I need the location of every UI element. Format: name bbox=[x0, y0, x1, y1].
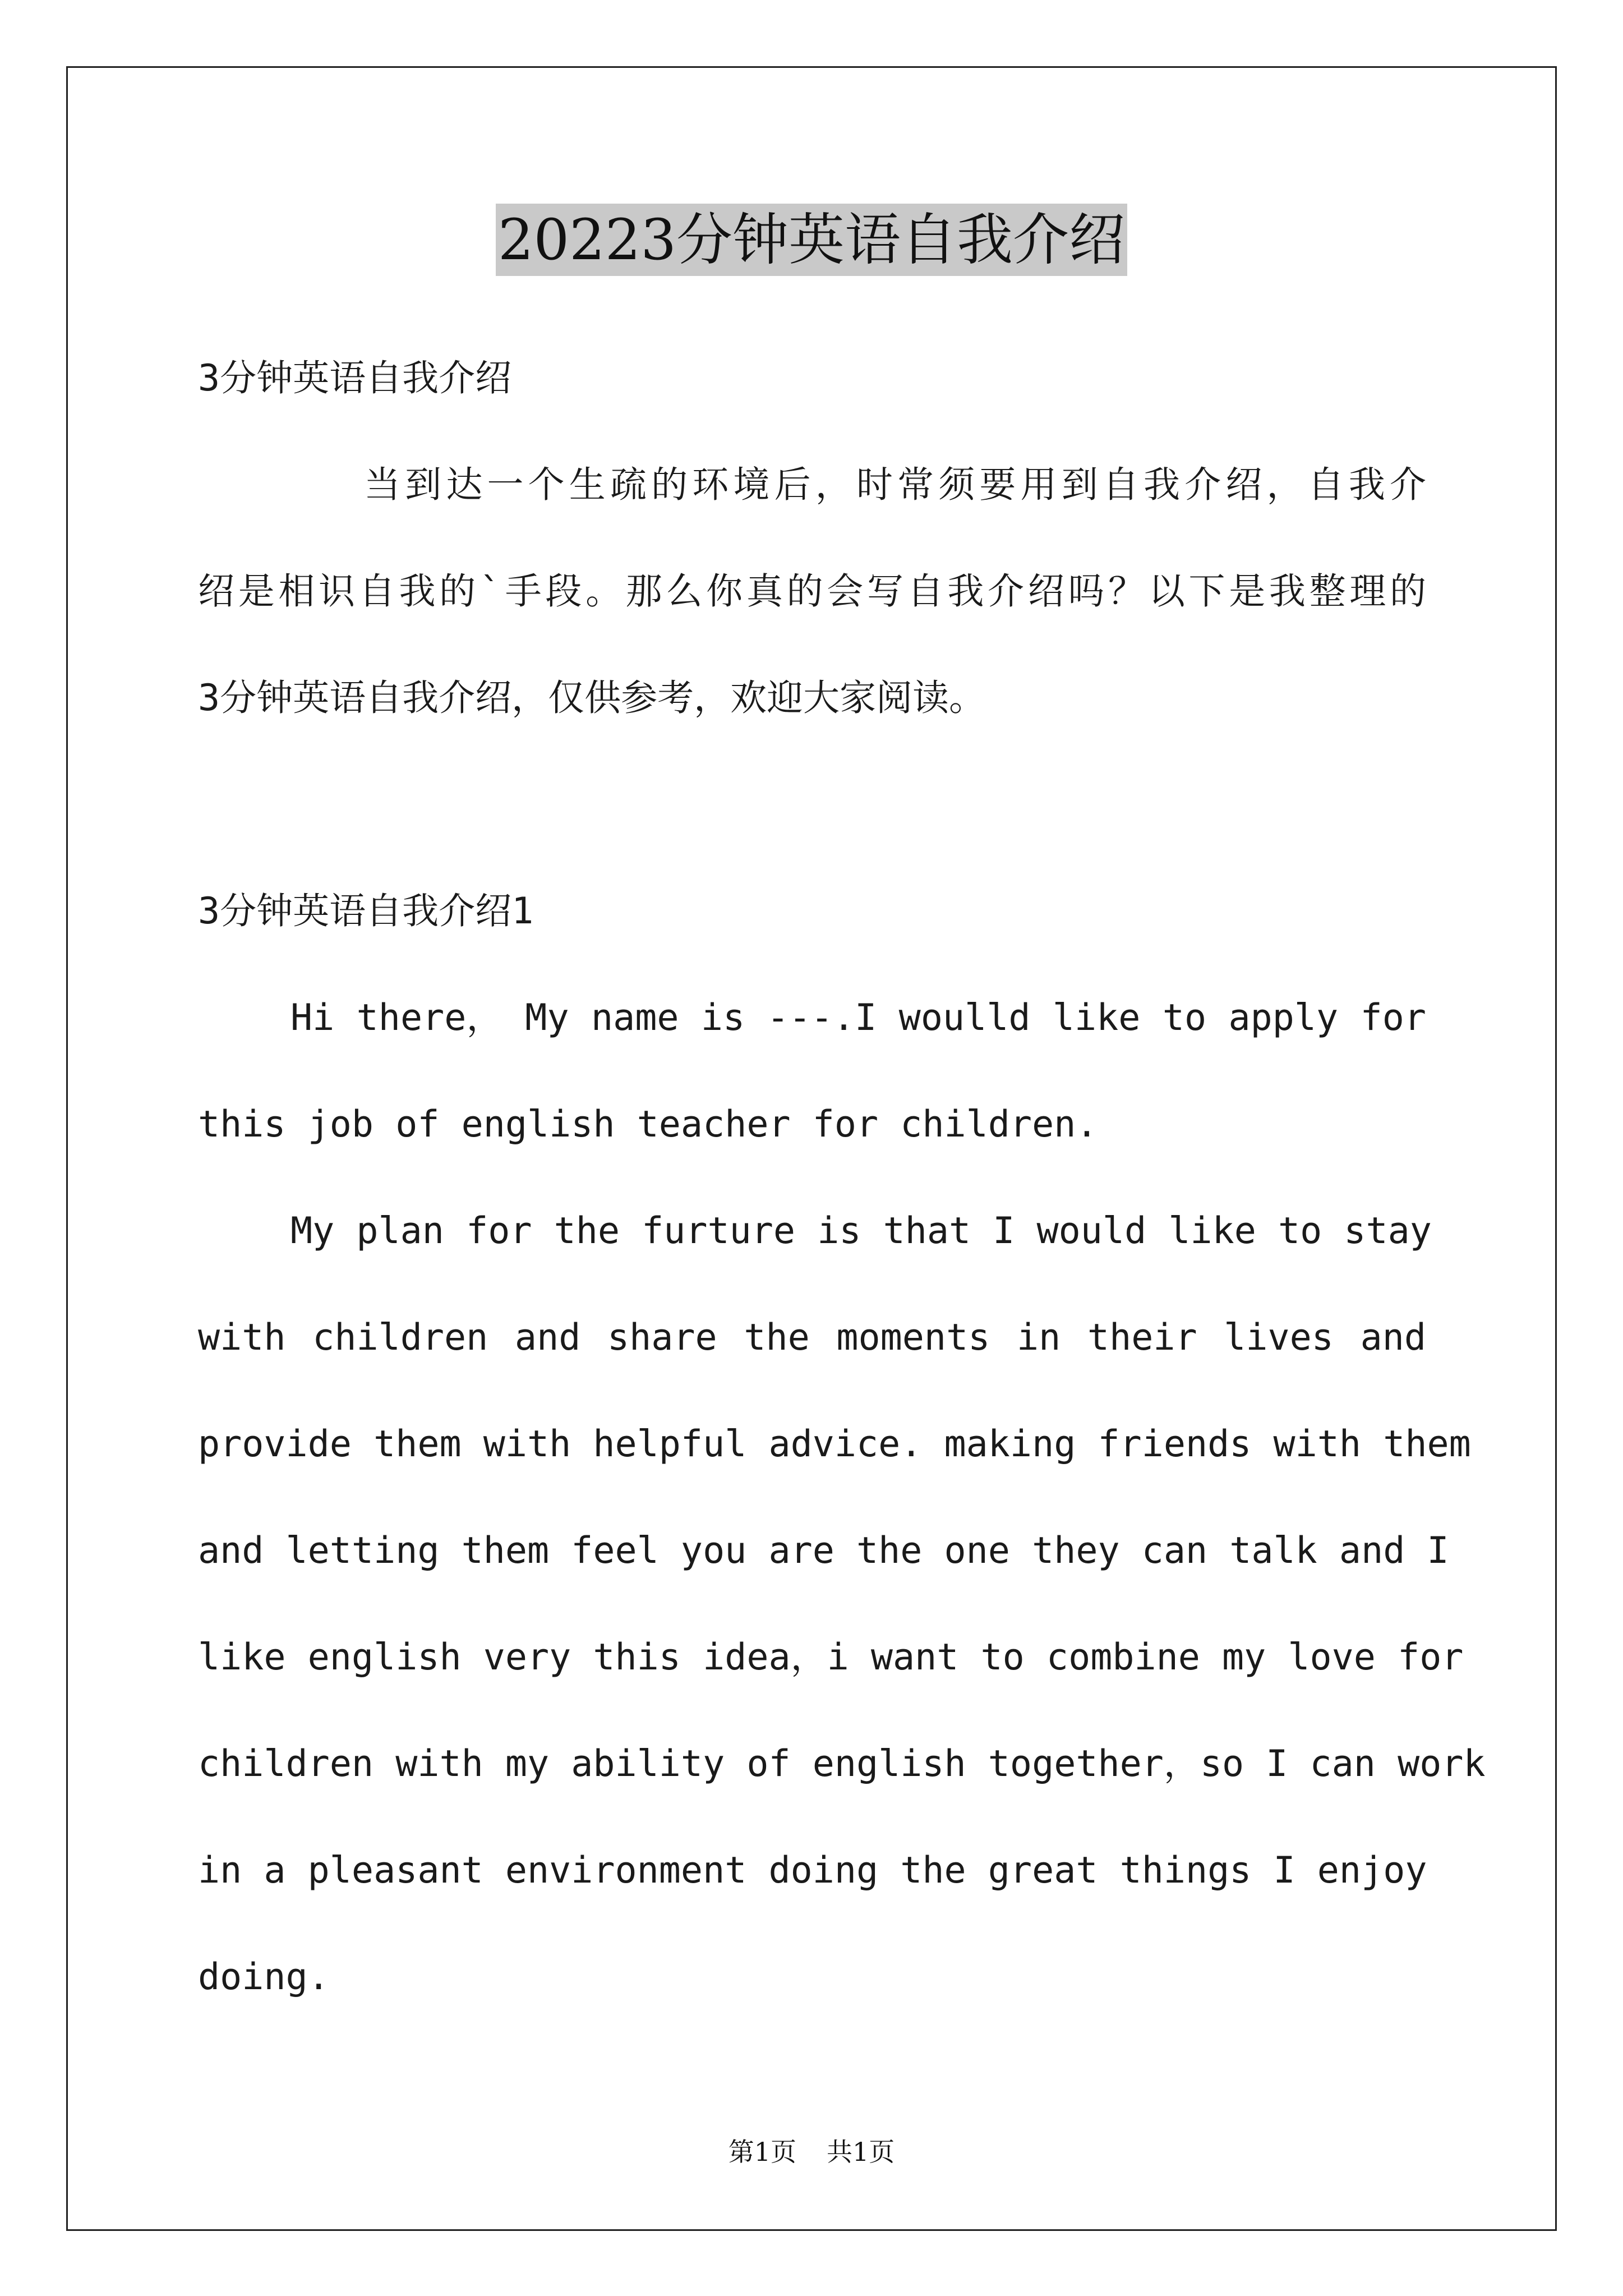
intro-line: 绍是相识自我的`手段。那么你真的会写自我介绍吗？以下是我整理的 bbox=[198, 570, 1426, 613]
paragraph-line: doing. bbox=[198, 1956, 330, 1998]
page-total: 共1页 bbox=[827, 2137, 895, 2167]
paragraph-line: Hi there， My name is ---.I woulld like to apply for bbox=[291, 997, 1426, 1039]
title-text: 20223分钟英语自我介绍 bbox=[496, 204, 1127, 276]
paragraph-line: like english very this idea，i want to combine my love for bbox=[198, 1636, 1464, 1678]
intro-line: 当到达一个生疏的环境后，时常须要用到自我介绍，自我介 bbox=[364, 464, 1426, 506]
document-title bbox=[0, 201, 1623, 279]
paragraph-line: provide them with helpful advice. making friends with them bbox=[198, 1423, 1471, 1465]
paragraph-line: and letting them feel you are the one they can talk and I bbox=[198, 1530, 1449, 1572]
paragraph-line: My plan for the furture is that I would like to stay bbox=[291, 1210, 1432, 1252]
paragraph-line: with children and share the moments in their lives and bbox=[198, 1317, 1426, 1359]
paragraph-line: this job of english teacher for children. bbox=[198, 1103, 1098, 1145]
paragraph-line: in a pleasant environment doing the great things I enjoy bbox=[198, 1849, 1427, 1892]
intro-line: 3分钟英语自我介绍，仅供参考，欢迎大家阅读。 bbox=[198, 677, 986, 719]
subtitle: 3分钟英语自我介绍 bbox=[198, 357, 512, 399]
section-heading: 3分钟英语自我介绍1 bbox=[198, 890, 534, 932]
page-number: 第1页 bbox=[728, 2137, 796, 2167]
paragraph-line: children with my ability of english together，so I can work bbox=[198, 1743, 1486, 1785]
page-footer bbox=[0, 2132, 1623, 2169]
